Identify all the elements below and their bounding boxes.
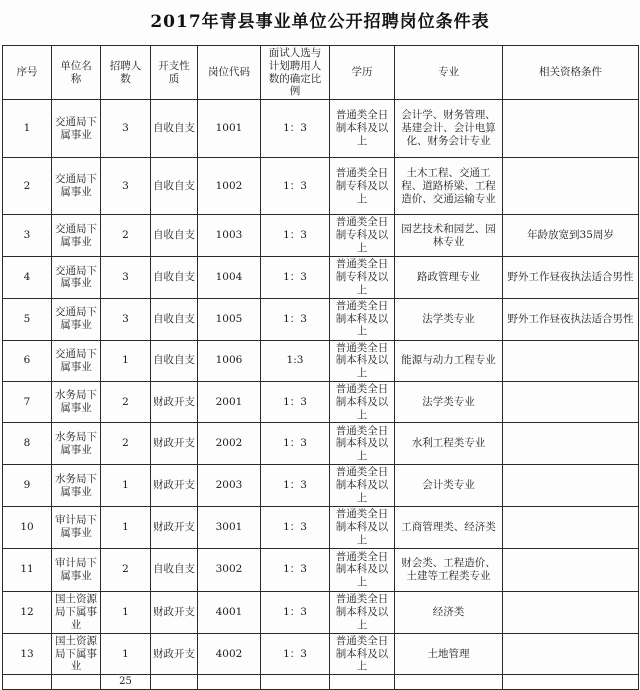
cell-unit-name: 交通局下属事业 (52, 215, 101, 257)
cell-qualification (503, 633, 639, 674)
cell-serial: 12 (3, 591, 52, 633)
cell-recruit-count: 2 (101, 381, 151, 422)
cell-interview-ratio: 1：3 (261, 591, 330, 633)
table-row (3, 591, 639, 633)
cell-education: 普通类全日制本科及以上 (330, 381, 395, 422)
cell-major: 土地管理 (395, 633, 503, 674)
cell-major: 法学类专业 (395, 298, 503, 340)
table-row (3, 298, 639, 340)
table-row (3, 548, 639, 591)
table-row (3, 465, 639, 506)
cell-unit-name: 水务局下属事业 (52, 423, 101, 465)
cell-major: 会计类专业 (395, 465, 503, 506)
cell-recruit-count: 1 (101, 506, 151, 548)
cell-position-code: 2002 (198, 423, 261, 465)
cell-qualification: 野外工作昼夜执法适合男性 (503, 298, 639, 340)
cell-unit-name: 交通局下属事业 (52, 257, 101, 298)
cell-expense-type: 财政开支 (151, 633, 198, 674)
cell-education: 普通类全日制本科及以上 (330, 548, 395, 591)
cell-position-code: 1004 (198, 257, 261, 298)
col-header-expense-type: 开支性质 (151, 46, 198, 100)
cell-education: 普通类全日制本科及以上 (330, 633, 395, 674)
cell-interview-ratio: 1:3 (261, 340, 330, 381)
cell-major: 经济类 (395, 591, 503, 633)
cell-serial: 5 (3, 298, 52, 340)
cell-major: 法学类专业 (395, 381, 503, 422)
cell-qualification (503, 548, 639, 591)
cell-education: 普通类全日制专科及以上 (330, 257, 395, 298)
cell-serial: 9 (3, 465, 52, 506)
cell-expense-type: 财政开支 (151, 381, 198, 422)
cell-serial: 2 (3, 158, 52, 215)
cell-unit-name: 交通局下属事业 (52, 158, 101, 215)
cell-interview-ratio: 1：3 (261, 298, 330, 340)
cell-qualification (503, 465, 639, 506)
cell-unit-name: 审计局下属事业 (52, 506, 101, 548)
cell-interview-ratio: 1：3 (261, 100, 330, 158)
cell-education: 普通类全日制本科及以上 (330, 100, 395, 158)
cell-unit-name: 审计局下属事业 (52, 548, 101, 591)
cell-interview-ratio: 1：3 (261, 465, 330, 506)
cell-unit-name: 交通局下属事业 (52, 100, 101, 158)
cell-position-code: 3001 (198, 506, 261, 548)
cell-major: 水利工程类专业 (395, 423, 503, 465)
cell-expense-type: 自收自支 (151, 257, 198, 298)
cell-qualification (503, 381, 639, 422)
cell-major: 园艺技术和园艺、园林专业 (395, 215, 503, 257)
cell-recruit-count: 1 (101, 340, 151, 381)
cell-education: 普通类全日制本科及以上 (330, 340, 395, 381)
col-header-recruit-count: 招聘人数 (101, 46, 151, 100)
cell-qualification (503, 423, 639, 465)
cell-interview-ratio: 1：3 (261, 158, 330, 215)
cell-interview-ratio: 1：3 (261, 633, 330, 674)
cell-expense-type: 自收自支 (151, 100, 198, 158)
cell-serial: 10 (3, 506, 52, 548)
col-header-unit-name: 单位名称 (52, 46, 101, 100)
cell-education: 普通类全日制本科及以上 (330, 298, 395, 340)
cell-serial: 4 (3, 257, 52, 298)
cell-position-code: 1005 (198, 298, 261, 340)
cell-position-code: 2001 (198, 381, 261, 422)
cell-qualification (503, 340, 639, 381)
table-row (3, 381, 639, 422)
cell-unit-name: 水务局下属事业 (52, 381, 101, 422)
cell-position-code: 4002 (198, 633, 261, 674)
table-row (3, 506, 639, 548)
cell-major: 土木工程、交通工程、道路桥梁、工程造价、交通运输专业 (395, 158, 503, 215)
col-header-qualification: 相关资格条件 (503, 46, 639, 100)
cell-interview-ratio: 1：3 (261, 423, 330, 465)
col-header-position-code: 岗位代码 (198, 46, 261, 100)
cell-interview-ratio: 1：3 (261, 215, 330, 257)
cell-recruit-count: 3 (101, 100, 151, 158)
cell-recruit-count: 3 (101, 158, 151, 215)
cell-recruit-count: 2 (101, 423, 151, 465)
header-row (3, 46, 639, 100)
cell-qualification (503, 158, 639, 215)
cell-position-code: 1003 (198, 215, 261, 257)
cell-education: 普通类全日制本科及以上 (330, 423, 395, 465)
cell-position-code: 1001 (198, 100, 261, 158)
cell-education: 普通类全日制专科及以上 (330, 215, 395, 257)
cell-expense-type: 财政开支 (151, 591, 198, 633)
cell-position-code: 1006 (198, 340, 261, 381)
cell-recruit-count: 1 (101, 633, 151, 674)
cell-serial: 13 (3, 633, 52, 674)
table-row (3, 257, 639, 298)
cell-unit-name: 国土资源局下属事业 (52, 591, 101, 633)
cell-recruit-count: 3 (101, 257, 151, 298)
cell-position-code: 4001 (198, 591, 261, 633)
cell-position-code: 1002 (198, 158, 261, 215)
cell-recruit-count: 1 (101, 465, 151, 506)
cell-qualification (503, 591, 639, 633)
total-cell-recruit-count: 25 (101, 675, 151, 690)
cell-expense-type: 自收自支 (151, 298, 198, 340)
cell-interview-ratio: 1：3 (261, 381, 330, 422)
table-row (3, 633, 639, 674)
cell-unit-name: 国土资源局下属事业 (52, 633, 101, 674)
cell-major: 工商管理类、经济类 (395, 506, 503, 548)
recruitment-table (2, 45, 639, 690)
page-title: 2017年青县事业单位公开招聘岗位条件表 (150, 12, 490, 32)
col-header-major: 专业 (395, 46, 503, 100)
cell-major: 路政管理专业 (395, 257, 503, 298)
cell-major: 财会类、工程造价、土建等工程类专业 (395, 548, 503, 591)
cell-unit-name: 交通局下属事业 (52, 340, 101, 381)
cell-education: 普通类全日制本科及以上 (330, 465, 395, 506)
table-row (3, 215, 639, 257)
cell-qualification (503, 100, 639, 158)
cell-qualification (503, 506, 639, 548)
cell-recruit-count: 3 (101, 298, 151, 340)
cell-major: 能源与动力工程专业 (395, 340, 503, 381)
col-header-education: 学历 (330, 46, 395, 100)
cell-interview-ratio: 1：3 (261, 548, 330, 591)
cell-serial: 3 (3, 215, 52, 257)
cell-expense-type: 自收自支 (151, 548, 198, 591)
cell-serial: 11 (3, 548, 52, 591)
cell-expense-type: 财政开支 (151, 506, 198, 548)
cell-education: 普通类全日制本科及以上 (330, 591, 395, 633)
cell-interview-ratio: 1：3 (261, 257, 330, 298)
cell-serial: 7 (3, 381, 52, 422)
cell-position-code: 3002 (198, 548, 261, 591)
table-row (3, 158, 639, 215)
cell-position-code: 2003 (198, 465, 261, 506)
cell-recruit-count: 2 (101, 548, 151, 591)
col-header-serial: 序号 (3, 46, 52, 100)
cell-serial: 1 (3, 100, 52, 158)
table-row (3, 423, 639, 465)
cell-interview-ratio: 1：3 (261, 506, 330, 548)
cell-qualification: 年龄放宽到35周岁 (503, 215, 639, 257)
cell-expense-type: 财政开支 (151, 423, 198, 465)
cell-expense-type: 自收自支 (151, 340, 198, 381)
cell-education: 普通类全日制本科及以上 (330, 506, 395, 548)
cell-serial: 6 (3, 340, 52, 381)
cell-serial: 8 (3, 423, 52, 465)
cell-education: 普通类全日制专科及以上 (330, 158, 395, 215)
cell-qualification: 野外工作昼夜执法适合男性 (503, 257, 639, 298)
table-row (3, 340, 639, 381)
cell-recruit-count: 1 (101, 591, 151, 633)
cell-expense-type: 自收自支 (151, 158, 198, 215)
cell-expense-type: 自收自支 (151, 215, 198, 257)
cell-recruit-count: 2 (101, 215, 151, 257)
col-header-interview-ratio: 面试人选与计划聘用人数的确定比例 (261, 46, 330, 100)
cell-unit-name: 交通局下属事业 (52, 298, 101, 340)
cell-expense-type: 财政开支 (151, 465, 198, 506)
cell-unit-name: 水务局下属事业 (52, 465, 101, 506)
cell-major: 会计学、财务管理、基建会计、会计电算化、财务会计专业 (395, 100, 503, 158)
table-row (3, 100, 639, 158)
